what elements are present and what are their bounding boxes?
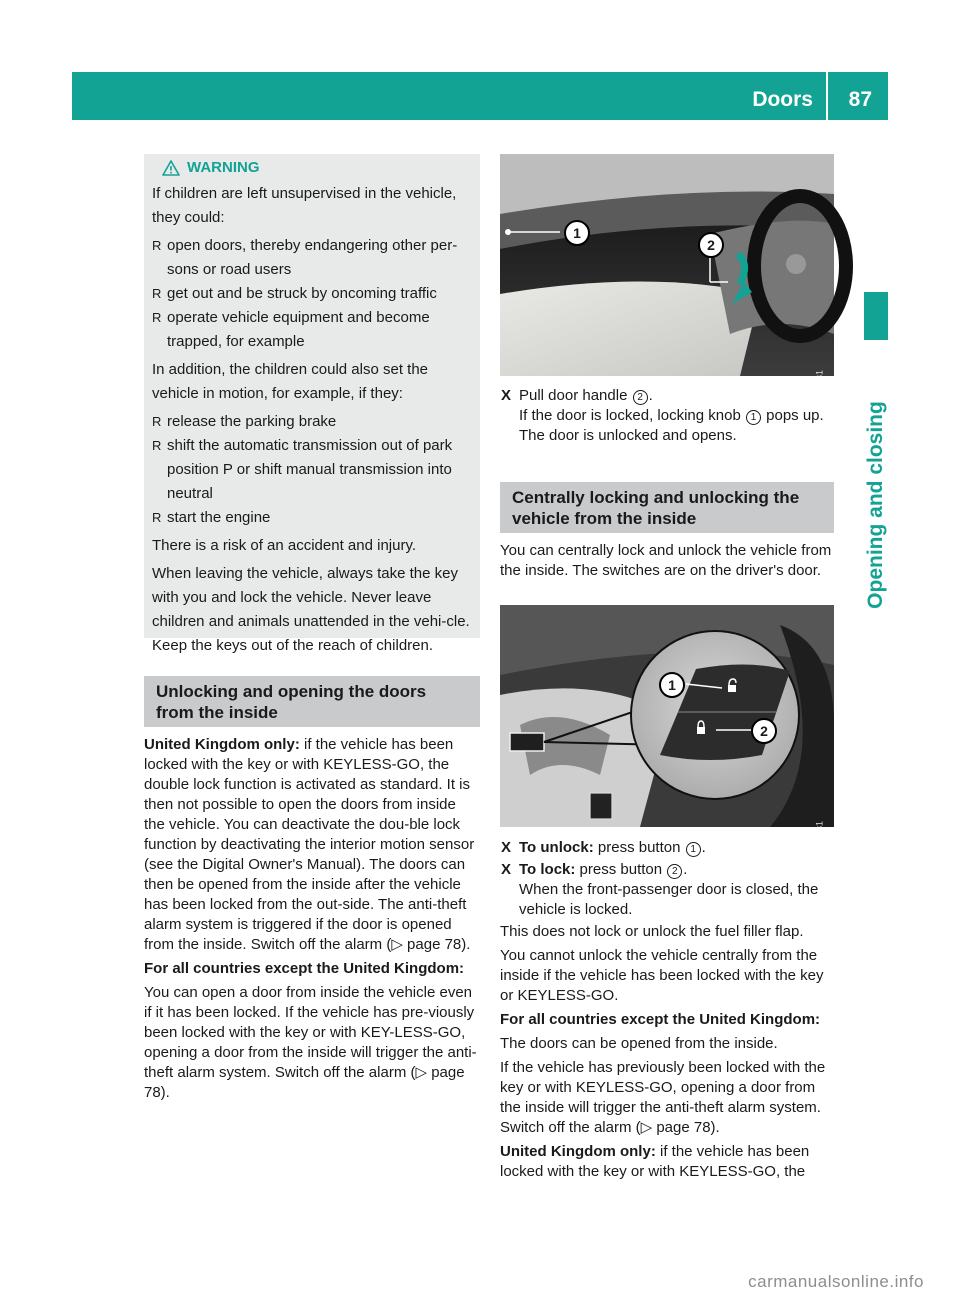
list-item: R operate vehicle equipment and become trapped, for example	[152, 306, 472, 354]
section-title: Doors	[752, 88, 813, 111]
paragraph-other: You can open a door from inside the vehicle even if it has been locked. If the vehicle has pre-viously been locked with the key or with KEY-LESS-GO, opening a door from the inside will trigger the anti-theft alarm system. Switch off the alarm (▷ page 78).	[144, 984, 477, 1101]
instruction-pull-handle: X Pull door handle 2 . If the door is locked, locking knob 1 pops up. The door is unlocked and opens.	[501, 387, 824, 444]
list-item: R get out and be struck by oncoming traffic	[152, 282, 472, 306]
paragraph-other-heading: For all countries except the United Kingdom:	[144, 960, 465, 977]
list-item: R shift the automatic transmission out of park position P or shift manual transmission into neutral	[152, 434, 472, 506]
bullet-icon: R	[152, 438, 162, 453]
chapter-tab	[864, 350, 888, 660]
warning-heading	[152, 158, 472, 178]
section-unlocking-opening	[144, 676, 480, 1107]
page-ref-arrow-icon: ▷	[640, 1119, 653, 1136]
paragraph-fuel-flap: This does not lock or unlock the fuel filler flap.	[500, 923, 804, 940]
instruction-arrow-icon: X	[501, 861, 512, 878]
section-heading: Unlocking and opening the doors from the inside	[144, 676, 480, 727]
warning-box	[144, 154, 480, 654]
door-switch-illustration	[500, 605, 834, 827]
page-ref-link[interactable]: page 78).	[144, 1064, 465, 1101]
right-column-lower	[500, 838, 834, 1186]
bullet-icon: R	[152, 510, 162, 525]
page-number: 87	[848, 88, 872, 111]
page-header	[72, 72, 888, 120]
chapter-tab-marker	[864, 292, 888, 340]
warning-list-1	[152, 234, 472, 354]
callout-ref-1: 1	[686, 842, 701, 857]
list-item: R start the engine	[152, 506, 472, 530]
bullet-icon: R	[152, 286, 162, 301]
warning-mid: In addition, the children could also set the vehicle in motion, for example, if they:	[152, 361, 429, 402]
page-ref-link[interactable]: page 78).	[402, 936, 471, 953]
door-interior-illustration	[500, 154, 834, 376]
warning-advice: When leaving the vehicle, always take the key with you and lock the vehicle. Never leave children and animals unattended in the vehi-cle. Keep the keys out of the reach of children.	[152, 565, 470, 654]
warning-risk: There is a risk of an accident and injury.	[152, 537, 417, 554]
warning-intro: If children are left unsupervised in the vehicle, they could:	[152, 185, 457, 226]
watermark: carmanualsonline.info	[748, 1272, 924, 1291]
callout-2: 2	[698, 232, 724, 258]
bullet-icon: R	[152, 414, 162, 429]
callout-1: 1	[659, 672, 685, 698]
callout-ref-1: 1	[746, 410, 761, 425]
callout-1: 1	[564, 220, 590, 246]
paragraph-uk: United Kingdom only: if the vehicle has been locked with the key or with KEYLESS-GO, the	[500, 1143, 810, 1180]
page-ref-arrow-icon: ▷	[415, 1064, 428, 1081]
paragraph-other-heading: For all countries except the United Kingdom:	[500, 1011, 821, 1028]
figure-code: P80.30-2304-31	[815, 370, 825, 435]
warning-list-2	[152, 410, 472, 530]
section2-intro: You can centrally lock and unlock the vehicle from the inside. The switches are on the driver's door.	[500, 542, 832, 579]
warning-triangle-icon	[162, 160, 180, 176]
header-divider	[826, 72, 828, 120]
callout-ref-2: 2	[633, 390, 648, 405]
figure-code: P80.20-3902-31	[815, 821, 825, 886]
right-column	[500, 386, 834, 585]
instruction-lock: X To lock: press button 2 . When the front-passenger door is closed, the vehicle is locked.	[501, 861, 819, 918]
list-item: R open doors, thereby endangering other per-sons or road users	[152, 234, 472, 282]
callout-ref-2: 2	[667, 864, 682, 879]
callout-2: 2	[751, 718, 777, 744]
instruction-arrow-icon: X	[501, 839, 512, 856]
paragraph-alarm: If the vehicle has previously been locked with the key or with KEYLESS-GO, opening a door from the inside will trigger the anti-theft alarm system. Switch off the alarm (▷ page 78).	[500, 1059, 826, 1136]
section-heading: Centrally locking and unlocking the vehicle from the inside	[500, 482, 834, 533]
page-ref-arrow-icon: ▷	[391, 936, 403, 953]
instruction-unlock: X To unlock: press button 1 .	[501, 839, 706, 856]
page-ref-link[interactable]: page 78).	[652, 1119, 720, 1136]
paragraph-no-central-unlock: You cannot unlock the vehicle centrally from the inside if the vehicle has been locked with the key or KEYLESS-GO.	[500, 947, 824, 1004]
bullet-icon: R	[152, 238, 162, 253]
instruction-arrow-icon: X	[501, 387, 512, 404]
chapter-tab-label: Opening and closing	[864, 401, 887, 609]
warning-title: WARNING	[187, 159, 260, 176]
list-item: R release the parking brake	[152, 410, 472, 434]
paragraph-uk: United Kingdom only: if the vehicle has been locked with the key or with KEYLESS-GO, the double lock function is activated as standard. It is then not possible to open the doors from inside the vehicle. You can deactivate the dou-ble lock function by deactivating the interior motion sensor (see the Digital Owner's Manual). The doors can then be opened from the inside after the vehicle has been locked from the out-side. The anti-theft alarm system is triggered if the door is opened from the inside. Switch off the alarm (▷ page 78).	[144, 736, 475, 953]
paragraph-doors-open: The doors can be opened from the inside.	[500, 1035, 778, 1052]
bullet-icon: R	[152, 310, 162, 325]
